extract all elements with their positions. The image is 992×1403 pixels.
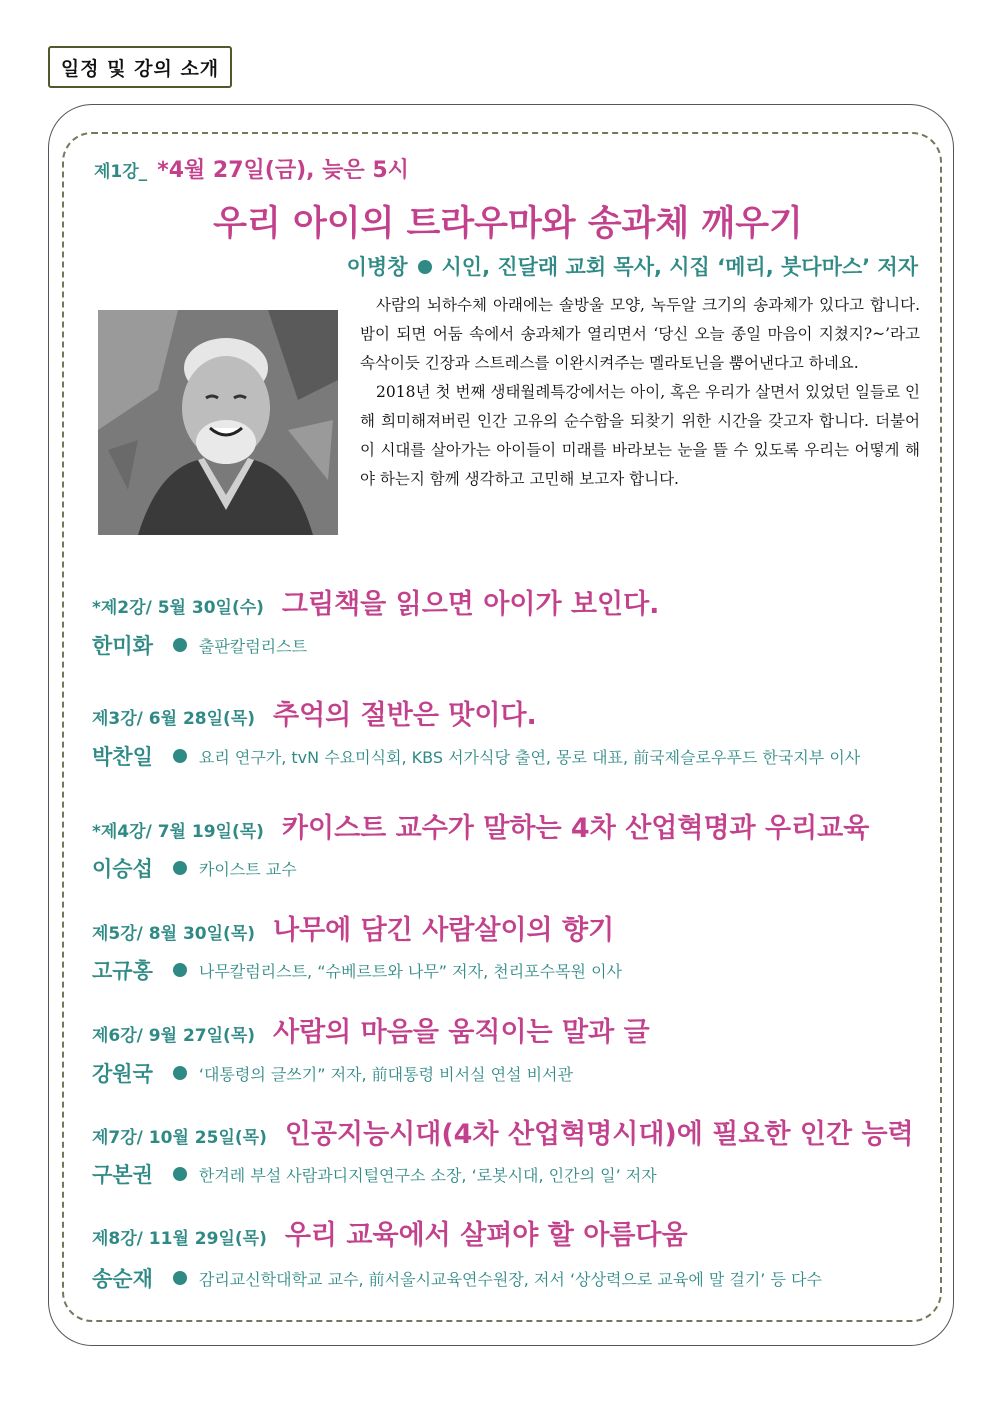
- speaker-name: 한미화: [92, 634, 153, 658]
- session-label: 제8강/ 11월 29일(목): [92, 1229, 267, 1249]
- session-title: 인공지능시대(4차 산업혁명시대)에 필요한 인간 능력: [284, 1119, 914, 1150]
- bullet-dot-icon: [173, 963, 187, 977]
- session4-heading: [92, 806, 869, 845]
- session-label: 제7강/ 10월 25일(목): [92, 1128, 267, 1148]
- session1-speaker-name: 이병창: [346, 255, 408, 279]
- session-label: 제6강/ 9월 27일(목): [92, 1026, 256, 1046]
- session8-speaker-line: [92, 1263, 822, 1293]
- session2-speaker-line: [92, 630, 307, 660]
- session6-heading: [92, 1010, 650, 1049]
- speaker-name: 구본권: [92, 1163, 153, 1187]
- speaker-portrait-image: [98, 310, 338, 535]
- session1-speaker-line: [347, 251, 918, 281]
- speaker-desc: 카이스트 교수: [198, 859, 297, 879]
- session-label: *제4강/ 7월 19일(목): [92, 822, 264, 842]
- speaker-desc: 요리 연구가, tvN 수요미식회, KBS 서가식당 출연, 몽로 대표, 前국제슬로우푸드 한국지부 이사: [198, 747, 861, 767]
- session4-speaker-line: [92, 853, 297, 883]
- session5-heading: [92, 908, 614, 947]
- session7-speaker-line: [92, 1159, 657, 1189]
- session-title: 추억의 절반은 맛이다.: [273, 700, 537, 731]
- session1-paragraph-1: 사람의 뇌하수체 아래에는 솔방울 모양, 녹두알 크기의 송과체가 있다고 합니다. 밤이 되면 어둠 속에서 송과체가 열리면서 ‘당신 오늘 종일 마음이 지쳤지?~’라고 속삭이듯 긴장과 스트레스를 이완시켜주는 멜라토닌을 뿜어낸다고 하네요.: [360, 296, 920, 372]
- bullet-dot-icon: [173, 749, 187, 763]
- session1-heading: [94, 153, 409, 184]
- session1-description: [360, 291, 920, 494]
- session1-speaker-desc: 시인, 진달래 교회 목사, 시집 ‘메리, 붓다마스’ 저자: [441, 255, 918, 279]
- session3-heading: [92, 693, 537, 732]
- session-label: *제2강/ 5월 30일(수): [92, 598, 264, 618]
- session1-title: 우리 아이의 트라우마와 송과체 깨우기: [213, 204, 803, 244]
- session7-heading: [92, 1112, 914, 1151]
- section-header-label: 일정 및 강의 소개: [60, 57, 220, 80]
- speaker-desc: 감리교신학대학교 교수, 前서울시교육연수원장, 저서 ‘상상력으로 교육에 말 걸기’ 등 다수: [198, 1269, 822, 1289]
- session-title: 카이스트 교수가 말하는 4차 산업혁명과 우리교육: [281, 813, 870, 844]
- speaker-name: 박찬일: [92, 745, 153, 769]
- session-title: 나무에 담긴 사람살이의 향기: [273, 915, 615, 946]
- session-title: 그림책을 읽으면 아이가 보인다.: [281, 589, 660, 620]
- session-label: 제5강/ 8월 30일(목): [92, 924, 256, 944]
- session-label: 제3강/ 6월 28일(목): [92, 709, 256, 729]
- bullet-dot-icon: [173, 1167, 187, 1181]
- bullet-dot-icon: [173, 1271, 187, 1285]
- speaker-desc: 출판칼럼리스트: [198, 636, 308, 656]
- session8-heading: [92, 1213, 688, 1252]
- bullet-dot-icon: [173, 638, 187, 652]
- session1-prefix: 제1강_: [94, 162, 148, 182]
- speaker-name: 송순재: [92, 1267, 153, 1291]
- speaker-name: 이승섭: [92, 857, 153, 881]
- speaker-name: 고규홍: [92, 959, 153, 983]
- session3-speaker-line: [92, 741, 860, 771]
- session2-heading: [92, 582, 659, 621]
- bullet-dot-icon: [173, 1066, 187, 1080]
- session1-date: *4월 27일(금), 늦은 5시: [157, 158, 409, 183]
- speaker-desc: 한겨레 부설 사람과디지털연구소 소장, ‘로봇시대, 인간의 일’ 저자: [198, 1165, 657, 1185]
- session1-paragraph-2: 2018년 첫 번째 생태월례특강에서는 아이, 혹은 우리가 살면서 있었던 일들로 인해 희미해져버린 인간 고유의 순수함을 되찾기 위한 시간을 갖고자 합니다. 더불어 이 시대를 살아가는 아이들이 미래를 바라보는 눈을 뜰 수 있도록 우리는 어떻게 해야 하는지 함께 생각하고 고민해 보고자 합니다.: [360, 383, 920, 488]
- speaker-desc: 나무칼럼리스트, “슈베르트와 나무” 저자, 천리포수목원 이사: [198, 961, 622, 981]
- bullet-dot-icon: [418, 260, 432, 274]
- session6-speaker-line: [92, 1058, 573, 1088]
- session-title: 사람의 마음을 움직이는 말과 글: [273, 1017, 650, 1048]
- bullet-dot-icon: [173, 861, 187, 875]
- speaker-name: 강원국: [92, 1062, 153, 1086]
- session5-speaker-line: [92, 955, 622, 985]
- session-title: 우리 교육에서 살펴야 할 아름다움: [284, 1220, 688, 1251]
- speaker-photo: [98, 310, 338, 535]
- speaker-desc: ‘대통령의 글쓰기” 저자, 前대통령 비서실 연설 비서관: [198, 1064, 573, 1084]
- section-header: [48, 46, 232, 88]
